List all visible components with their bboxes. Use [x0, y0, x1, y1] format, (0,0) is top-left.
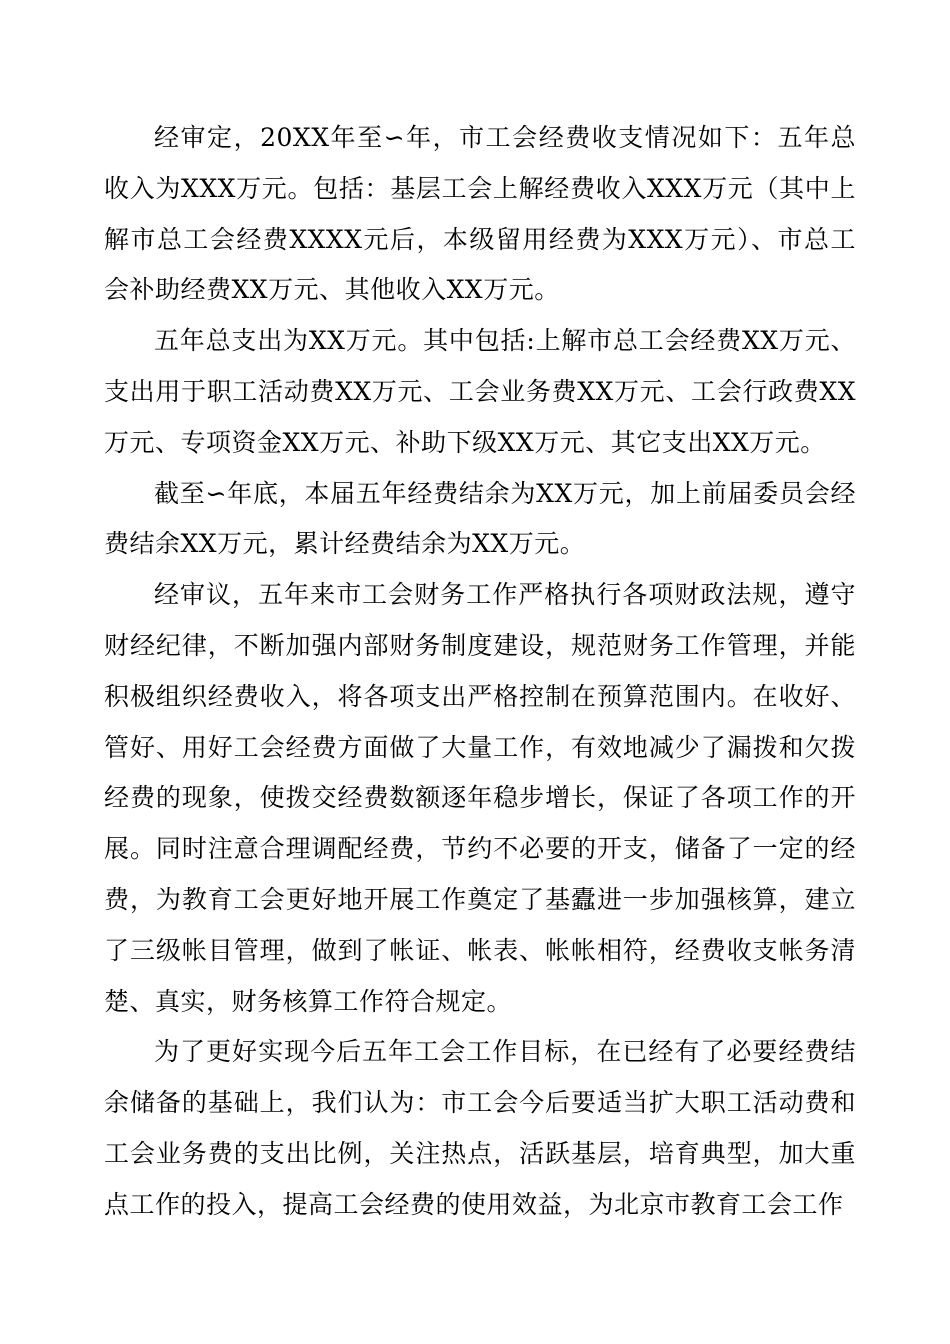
paragraph-balance-summary: 截至∽年底，本届五年经费结余为XX万元，加上前届委员会经费结余XX万元，累计经费结余为XX万元。	[104, 478, 856, 559]
paragraph-audit-review: 经审议，五年来市工会财务工作严格执行各项财政法规，遵守财经纪律，不断加强内部财务制度建设，规范财务工作管理，并能积极组织经费收入，将各项支出严格控制在预算范围内。在收好、管好、用好工会经费方面做了大量工作，有效地减少了漏拨和欠拨经费的现象，使拨交经费数额逐年稳步增长，保证了各项工作的开展。同时注意合理调配经费，节约不必要的开支，储备了一定的经费，为教育工会更好地开展工作奠定了基蠹进一步加强核算，建立了三级帐目管理，做到了帐证、帐表、帐帐相符，经费收支帐务清楚、真实，财务核算工作符合规定。	[104, 580, 856, 1016]
paragraph-recommendations: 为了更好实现今后五年工会工作目标，在已经有了必要经费结余储备的基础上，我们认为：市工会今后要适当扩大职工活动费和工会业务费的支出比例，关注热点，活跃基层，培育典型，加大重点工作的投入，提高工会经费的使用效益，为北京市教育工会工作	[104, 1037, 856, 1219]
document-body	[104, 113, 856, 1231]
paragraph-income-summary: 经审定，20XX年至∽年，市工会经费收支情况如下：五年总收入为XXX万元。包括：基层工会上解经费收入XXX万元（其中上解市总工会经费XXXX元后，本级留用经费为XXX万元）、市总工会补助经费XX万元、其他收入XX万元。	[104, 123, 856, 305]
paragraph-expenditure-summary: 五年总支出为XX万元。其中包括:上解市总工会经费XX万元、支出用于职工活动费XX万元、工会业务费XX万元、工会行政费XX万元、专项资金XX万元、补助下级XX万元、其它支出XX万元。	[104, 326, 856, 457]
